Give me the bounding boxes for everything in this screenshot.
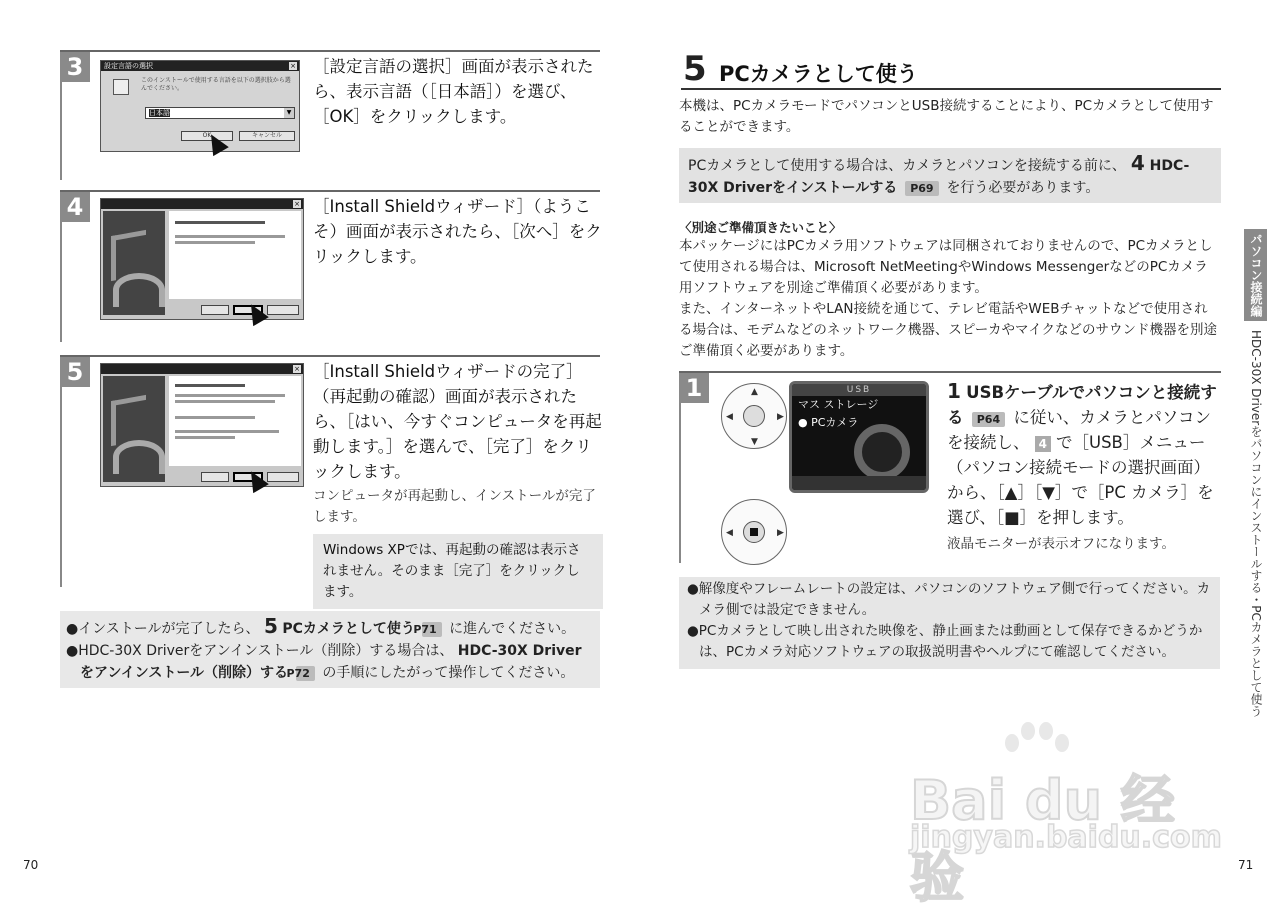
wizard-graphic — [103, 376, 165, 482]
step-5-text-block — [313, 359, 603, 609]
lcd-item-mass-storage: マス ストレージ — [798, 398, 879, 411]
close-icon: × — [294, 365, 300, 373]
close-icon: × — [294, 200, 300, 208]
step-number: 3 — [60, 52, 90, 82]
intro-text: 本機は、PCカメラモードでパソコンとUSB接続することにより、PCカメラとして使用することができます。 — [679, 98, 1214, 135]
dialog-title — [101, 364, 303, 374]
chevron-down-icon: ▼ — [284, 108, 294, 118]
cancel-button — [267, 305, 299, 315]
welcome-dialog-screenshot — [100, 198, 304, 320]
running-header: HDC-30X Driverをパソコンにインストールする・PCカメラとして使う — [1249, 330, 1263, 717]
section-link-text: HDC-30X Driverをアンインストール（削除）する — [80, 643, 582, 681]
step-5 — [60, 355, 600, 600]
section-title — [681, 48, 1221, 90]
page-ref-badge: P64 — [972, 412, 1005, 427]
dialog-message: このインストールで使用する言語を以下の選択肢から選んでください。 — [141, 77, 291, 92]
section-number: 5 — [683, 49, 707, 89]
step-number: 5 — [60, 357, 90, 387]
cancel-button — [267, 472, 299, 482]
mini-step-badge: 4 — [1035, 436, 1051, 452]
step-3 — [60, 50, 600, 178]
lcd-item-pc-camera: ● PCカメラ — [798, 416, 859, 429]
chapter-tab: パソコン接続編 — [1244, 229, 1267, 321]
close-icon: × — [290, 62, 296, 70]
preparation-text: 本パッケージにはPCカメラ用ソフトウェアは同梱されておりませんので、PCカメラとして使用される場合は、Microsoft NetMeetingやWindows MessengerなどのPCカメラ用ソフトウェアを別途ご準備頂く必要があります。 また、インターネットやLAN接続を通じて、テレビ電話やWEBチャットなどで使用される場合は、モデムなどのネットワーク機器、スピーカやマイクなどのサウンド機器を別途ご準備頂く必要があります。 — [679, 238, 1217, 359]
step-rule — [679, 403, 681, 563]
step-4 — [60, 190, 600, 342]
watermark-logo-text: Bai du 经验 — [910, 769, 1175, 909]
note-item: ●HDC-30X Driverをアンインストール（削除）する場合は、 HDC-30X Driverをアンインストール（削除）する P72 の手順にしたがって操作してください。 — [66, 643, 582, 681]
step-number: 4 — [60, 192, 90, 222]
complete-dialog-screenshot — [100, 363, 304, 487]
wizard-graphic — [103, 211, 165, 315]
page-ref-badge: P69 — [905, 181, 938, 196]
note-item: ●インストールが完了したら、 5 PCカメラとして使う P71 に進んでください。 — [66, 614, 576, 638]
step-rule — [60, 222, 62, 342]
pc-camera-step-1 — [679, 371, 1221, 571]
watermark-url: jingyan.baidu.com — [910, 820, 1222, 855]
page-ref-badge: P72 — [296, 666, 315, 681]
page-number-right: 71 — [1238, 858, 1254, 872]
section-link-text: PCカメラとして使う — [282, 621, 415, 637]
ok-button: OK — [181, 131, 233, 141]
cancel-button: キャンセル — [239, 131, 295, 141]
pc-camera-step-1-subtext: 液晶モニターが表示オフになります。 — [947, 536, 1176, 552]
step-3-text: ［設定言語の選択］画面が表示されたら、表示言語（［日本語］）を選び、［OK］をクリックします。 — [313, 57, 594, 126]
section-link-text: USBケーブルでパソコンと接続する — [947, 383, 1217, 427]
step-5-subtext: コンピュータが再起動し、インストールが完了します。 — [313, 488, 596, 525]
left-notes-box — [60, 611, 600, 688]
windows-xp-note: Windows XPでは、再起動の確認は表示されません。そのまま［完了］をクリックします。 — [313, 534, 603, 609]
lcd-usb-menu-screenshot — [789, 381, 929, 493]
step-rule — [60, 387, 62, 587]
step-number: 1 — [679, 373, 709, 403]
section-number: 5 — [263, 614, 278, 638]
back-button — [201, 472, 229, 482]
section-number: 4 — [1130, 151, 1145, 175]
dialog-icon — [113, 79, 129, 95]
page-ref-badge: P71 — [422, 622, 441, 637]
language-select: 日本語 ▼ — [145, 107, 295, 119]
step-5-text: ［Install Shieldウィザードの完了］（再起動の確認）画面が表示されたら、［はい、今すぐコンピュータを再起動します。］を選んで、［完了］をクリックします。 — [313, 362, 602, 481]
page-number-left: 70 — [23, 858, 39, 872]
note-item: ●PCカメラとして映し出された映像を、静止画または動画として保存できるかどうかは、PCカメラ対応ソフトウェアの取扱説明書やヘルプにて確認してください。 — [687, 623, 1203, 660]
note-item: ●解像度やフレームレートの設定は、パソコンのソフトウェア側で行ってください。カメラ側では設定できません。 — [687, 581, 1211, 618]
dpad-center-illustration: ◀ ▶ — [721, 499, 787, 565]
step-rule — [60, 82, 62, 180]
lcd-title: USB — [792, 384, 926, 396]
dpad-up-down-illustration: ▲ ▼ ◀ ▶ — [721, 383, 787, 449]
section-heading: PCカメラとして使う — [719, 62, 918, 86]
step-4-text: ［Install Shieldウィザード］（ようこそ）画面が表示されたら、［次へ］をクリックします。 — [313, 197, 602, 266]
dialog-title: 設定言語の選択 × — [101, 61, 299, 71]
section-link-text: HDC-30X Driverをインストールする — [688, 158, 1190, 196]
back-button — [201, 305, 229, 315]
dialog-title — [101, 199, 303, 209]
right-notes-box — [679, 577, 1220, 669]
warning-box: PCカメラとして使用する場合は、カメラとパソコンを接続する前に、 4 HDC-30X Driverをインストールする P69 を行う必要があります。 — [679, 148, 1221, 203]
pc-camera-step-1-text: 1 USBケーブルでパソコンと接続する P64 に従い、カメラとパソコンを接続し、 4 で［USB］メニュー（パソコン接続モードの選択画面）から、［▲］［▼］で［PC カメラ］を選び、［■］を押します。 液晶モニターが表示オフになります。 — [947, 379, 1223, 555]
preparation-heading: 〈別途ご準備頂きたいこと〉 — [679, 220, 842, 235]
baidu-watermark — [900, 720, 1222, 909]
language-dialog-screenshot — [100, 60, 300, 152]
